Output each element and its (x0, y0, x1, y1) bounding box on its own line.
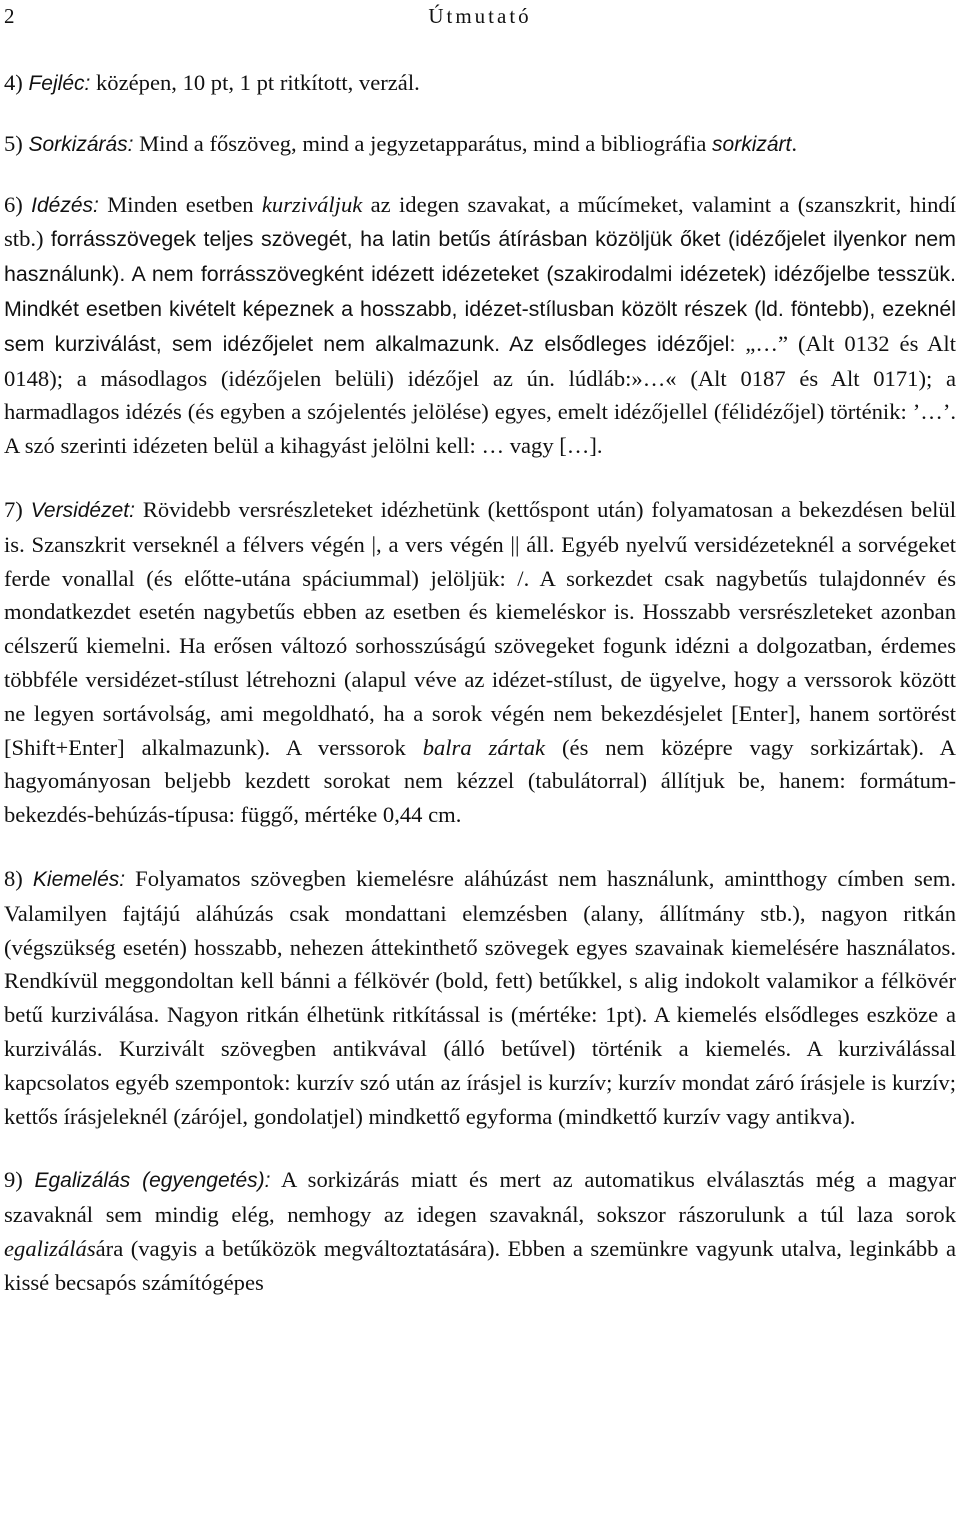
page-header (0, 2, 960, 30)
section-term: Fejléc: (28, 72, 91, 95)
section-quotation-rule (4, 188, 956, 463)
section-term: Egalizálás (egyengetés): (34, 1169, 271, 1193)
section-italic-text: egalizálás (4, 1235, 96, 1261)
section-text: Rövidebb versrészleteket idézhetünk (kettőspont után) folyamatosan a bekezdésen belül is. Szanszkrit verseknél a félvers végén |, a vers végén || áll. Egyéb nyelvű versidézeteknél a sorvégeket ferde vonallal (és előtte-utána spáciummal) jelöljük: /. A sorkezdet csak nagybetűs tulajdonnév és mondatkezdet esetén nagybetűs ebben az esetben és kiemeléskor is. Hosszabb versrészleteket azonban célszerű kiemelni. Ha erősen változó sorhosszúságú szövegeket fogunk idézni a dolgozatban, érdemes többféle versidézet-stílust létrehozni (alapul véve az idézet-stílust, de ügyelve, hogy a verssorok között ne legyen sortávolság, ami megoldható, ha a sorok végén nem bekezdésjelet [Enter], hanem sortörést [Shift+Enter] alkalmazunk). A verssorok (4, 496, 956, 760)
section-number: 4) (4, 70, 23, 95)
section-italic-text: balra zártak (422, 734, 546, 760)
section-term: Versidézet: (30, 498, 135, 522)
section-emphasis-rule (4, 862, 956, 1133)
section-number: 7) (4, 496, 23, 522)
section-text-end: (és nem középre vagy sorkizártak). A hagyományosan beljebb kezdett sorokat nem kézzel (tabulátorral) állítjuk be, hanem: formátum-bekezdés-behúzás-típusa: függő, mértéke 0,44 cm. (4, 734, 956, 828)
section-sans-text: forrásszövegek teljes szövegét, ha latin betűs átírásban közöljük őket (idézőjelet ilyenkor nem használunk). A nem forrásszövegként idézett idézeteket (szakirodalmi idézetek) idézőjelbe tesszük. Mindkét esetben kivételt képeznek a hosszabb, idézet-stílusban közölt részek (ld. föntebb), ezeknél sem kurziválást, sem idézőjelet nem alkalmazunk. Az elsődleges idézőjel: (4, 227, 956, 356)
body-text (4, 66, 956, 1330)
section-number: 8) (4, 865, 23, 891)
running-title: Útmutató (428, 4, 532, 28)
section-text: Minden esetben (107, 191, 254, 217)
section-number: 5) (4, 130, 23, 156)
section-term: Kiemelés: (32, 867, 126, 891)
section-italic-text: sorkizárt (712, 132, 792, 156)
section-term: Idézés: (31, 193, 99, 217)
section-term: Sorkizárás: (28, 132, 134, 156)
section-text: Mind a főszöveg, mind a jegyzetapparátus, mind a bibliográfia (139, 130, 707, 156)
section-header-rule (4, 66, 956, 101)
section-text-end: ára (vagyis a betűközök megváltoztatására). Ebben a szemünkre vagyunk utalva, leginkább a kissé becsapós számítógépes (4, 1235, 956, 1295)
section-number: 6) (4, 191, 23, 217)
section-text: Folyamatos szövegben kiemelésre aláhúzást nem használunk, amintthogy címben sem. Valamilyen fajtájú aláhúzás csak mondattani elemzésben (alany, állítmány stb.), nagyon ritkán (végszükség esetén) hosszabb, nehezen áttekinthető szövegek egyes szavainak kiemelésére használatos. Rendkívül meggondoltan kell bánni a félkövér (bold, fett) betűkkel, s alig indokolt valamikor a félkövér betű kurziválása. Nagyon ritkán élhetünk ritkítással is (mértéke: 1pt). A kiemelés elsődleges eszköze a kurziválás. Kurzivált szövegben antikvával (álló betűvel) történik a kiemelés. A kurziválással kapcsolatos egyéb szempontok: kurzív szó után az írásjel is kurzív; kurzív mondat záró írásjele is kurzív; kettős írásjeleknél (zárójel, gondolatjel) mindkettő egyforma (mindkettő kurzív vagy antikva). (4, 865, 956, 1129)
section-justification-rule (4, 127, 956, 162)
section-text: középen, 10 pt, 1 pt ritkított, verzál. (96, 70, 420, 95)
section-text-end: „…” (Alt 0132 és Alt 0148); a másodlagos (idézőjelen belüli) idézőjel az ún. lúdláb:»…« (Alt 0187 és Alt 0171); a harmadlagos idézés (és egyben a szójelentés jelölése) egyes, emelt idézőjellel (félidézőjel) történik: ’…’. A szó szerinti idézeten belül a kihagyást jelölni kell: … vagy […]. (4, 330, 956, 459)
section-text: A sorkizárás miatt és mert az automatikus elválasztás még a magyar szavaknál sem mindig elég, nemhogy az idegen szavaknál, sokszor rászorulunk a túl laza sorok (4, 1167, 956, 1228)
section-text-end: . (791, 130, 798, 156)
section-italic-text: kurziváljuk (261, 191, 363, 217)
page-number: 2 (4, 4, 15, 28)
section-verse-quotation-rule (4, 493, 956, 832)
section-text-cont: az idegen szavakat, a műcímeket, valamint a (szanszkrit, hindí stb.) (4, 191, 956, 252)
section-number: 9) (4, 1167, 23, 1193)
section-equalization-rule (4, 1163, 956, 1299)
